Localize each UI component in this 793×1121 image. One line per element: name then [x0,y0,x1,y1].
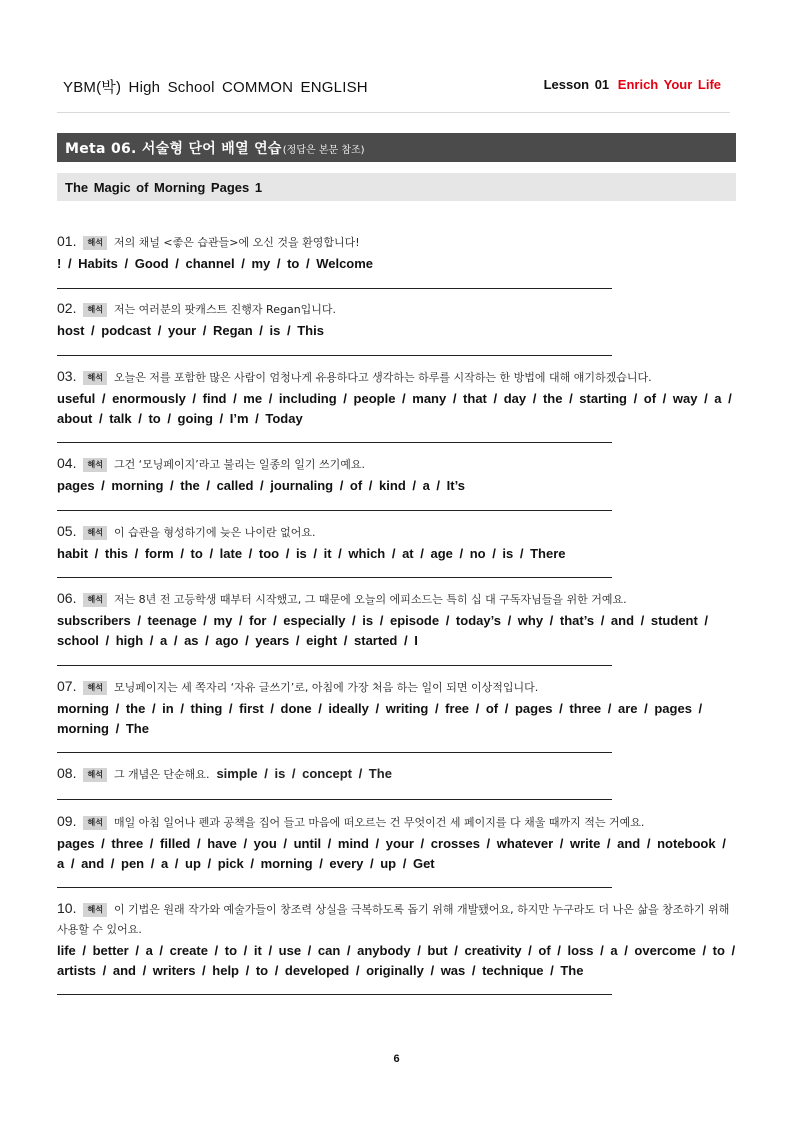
meta-title-bar [57,133,736,162]
word-scramble: useful / enormously / find / me / including / people / many / that / day / the / starting / of / way / a / about / talk / to / going / I’m / Today [57,391,732,426]
exercise-item [57,298,737,341]
answer-line[interactable] [57,887,612,888]
word-scramble: simple / is / concept / The [216,766,392,781]
translation-line [57,453,737,475]
translation-line [57,588,737,610]
korean-translation: 모닝페이지는 세 쪽자리 ‘자유 글쓰기’로, 아침에 가장 처음 하는 일이 되면 이상적입니다. [113,681,539,694]
korean-translation: 저는 여러분의 팟캐스트 진행자 Regan입니다. [113,303,337,316]
exercise-item [57,898,737,981]
lesson-title: Enrich Your Life [617,77,721,92]
answer-line[interactable] [57,799,612,800]
word-scramble: host / podcast / your / Regan / is / This [57,323,324,338]
word-scramble: subscribers / teenage / my / for / especially / is / episode / today’s / why / that’s / and / student / school / high / a / as / ago / years / eight / started / I [57,613,709,648]
item-number: 09. [57,813,77,829]
answer-line[interactable] [57,577,612,578]
section-title-bar [57,173,736,201]
item-number: 07. [57,678,77,694]
translation-badge: 해석 [83,903,106,917]
item-number: 04. [57,455,77,471]
translation-line [57,898,737,940]
answer-line[interactable] [57,752,612,753]
word-scramble: morning / the / in / thing / first / done / ideally / writing / free / of / pages / three / are / pages / morning / The [57,701,703,736]
translation-badge: 해석 [83,526,106,540]
answer-line[interactable] [57,510,612,511]
translation-badge: 해석 [83,816,106,830]
exercise-item [57,763,737,785]
translation-badge: 해석 [83,681,106,695]
item-number: 02. [57,300,77,316]
lesson-number: Lesson 01 [543,77,610,92]
korean-translation: 이 기법은 원래 작가와 예술가들이 창조력 상실을 극복하도록 돕기 위해 개발됐어요, 하지만 누구라도 더 나은 삶을 창조하기 위해 사용할 수 있어요. [57,903,730,936]
translation-line [57,811,737,833]
translation-line [57,763,737,785]
answer-line[interactable] [57,665,612,666]
answer-line[interactable] [57,355,612,356]
item-number: 05. [57,523,77,539]
korean-translation: 그 개념은 단순해요. [113,768,210,781]
korean-translation: 저의 채널 <좋은 습관들>에 오신 것을 환영합니다! [113,236,360,249]
item-number: 06. [57,590,77,606]
exercise-item [57,453,737,496]
word-scramble: pages / morning / the / called / journaling / of / kind / a / It’s [57,478,465,493]
item-number: 03. [57,368,77,384]
translation-badge: 해석 [83,303,106,317]
word-scramble: habit / this / form / to / late / too / is / it / which / at / age / no / is / There [57,546,566,561]
book-title: YBM(박) High School COMMON ENGLISH [63,79,368,96]
answer-line[interactable] [57,288,612,289]
translation-line [57,521,737,543]
korean-translation: 저는 8년 전 고등학생 때부터 시작했고, 그 때문에 오늘의 에피소드는 특히 십 대 구독자님들을 위한 거예요. [113,593,627,606]
korean-translation: 매일 아침 일어나 펜과 공책을 집어 들고 마음에 떠오르는 건 무엇이건 세 페이지를 다 채울 때까지 적는 거예요. [113,816,645,829]
word-scramble: pages / three / filled / have / you / until / mind / your / crosses / whatever / write / and / notebook / a / and / pen / a / up / pick / morning / every / up / Get [57,836,726,871]
item-number: 10. [57,900,77,916]
translation-badge: 해석 [83,768,106,782]
translation-badge: 해석 [83,371,106,385]
answer-line[interactable] [57,994,612,995]
translation-badge: 해석 [83,593,106,607]
page-header [63,76,721,96]
translation-line [57,298,737,320]
exercise-item [57,588,737,651]
translation-badge: 해석 [83,236,106,250]
translation-line [57,366,737,388]
korean-translation: 오늘은 저를 포함한 많은 사람이 엄청나게 유용하다고 생각하는 하루를 시작하는 한 방법에 대해 얘기하겠습니다. [113,371,652,384]
word-scramble: ! / Habits / Good / channel / my / to / Welcome [57,256,374,271]
meta-note: (정답은 본문 참조) [282,145,365,156]
exercise-item [57,521,737,564]
exercise-item [57,366,737,429]
header-divider [57,112,730,113]
answer-line[interactable] [57,442,612,443]
item-number: 08. [57,765,77,781]
page-number: 6 [393,1053,400,1065]
translation-line [57,676,737,698]
lesson-label [544,77,721,92]
item-number: 01. [57,233,77,249]
meta-title: Meta 06. 서술형 단어 배열 연습 [65,140,282,157]
korean-translation: 이 습관을 형성하기에 늦은 나이란 없어요. [113,526,316,539]
exercise-item [57,676,737,739]
exercise-item [57,231,737,274]
translation-badge: 해석 [83,458,106,472]
section-title: The Magic of Morning Pages 1 [65,179,263,195]
exercise-item [57,811,737,874]
korean-translation: 그건 ‘모닝페이지’라고 불리는 일종의 일기 쓰기예요. [113,458,366,471]
translation-line [57,231,737,253]
word-scramble: life / better / a / create / to / it / use / can / anybody / but / creativity / of / loss / a / overcome / to / artists / and / writers / help / to / developed / originally / was / technique / The [57,943,736,978]
